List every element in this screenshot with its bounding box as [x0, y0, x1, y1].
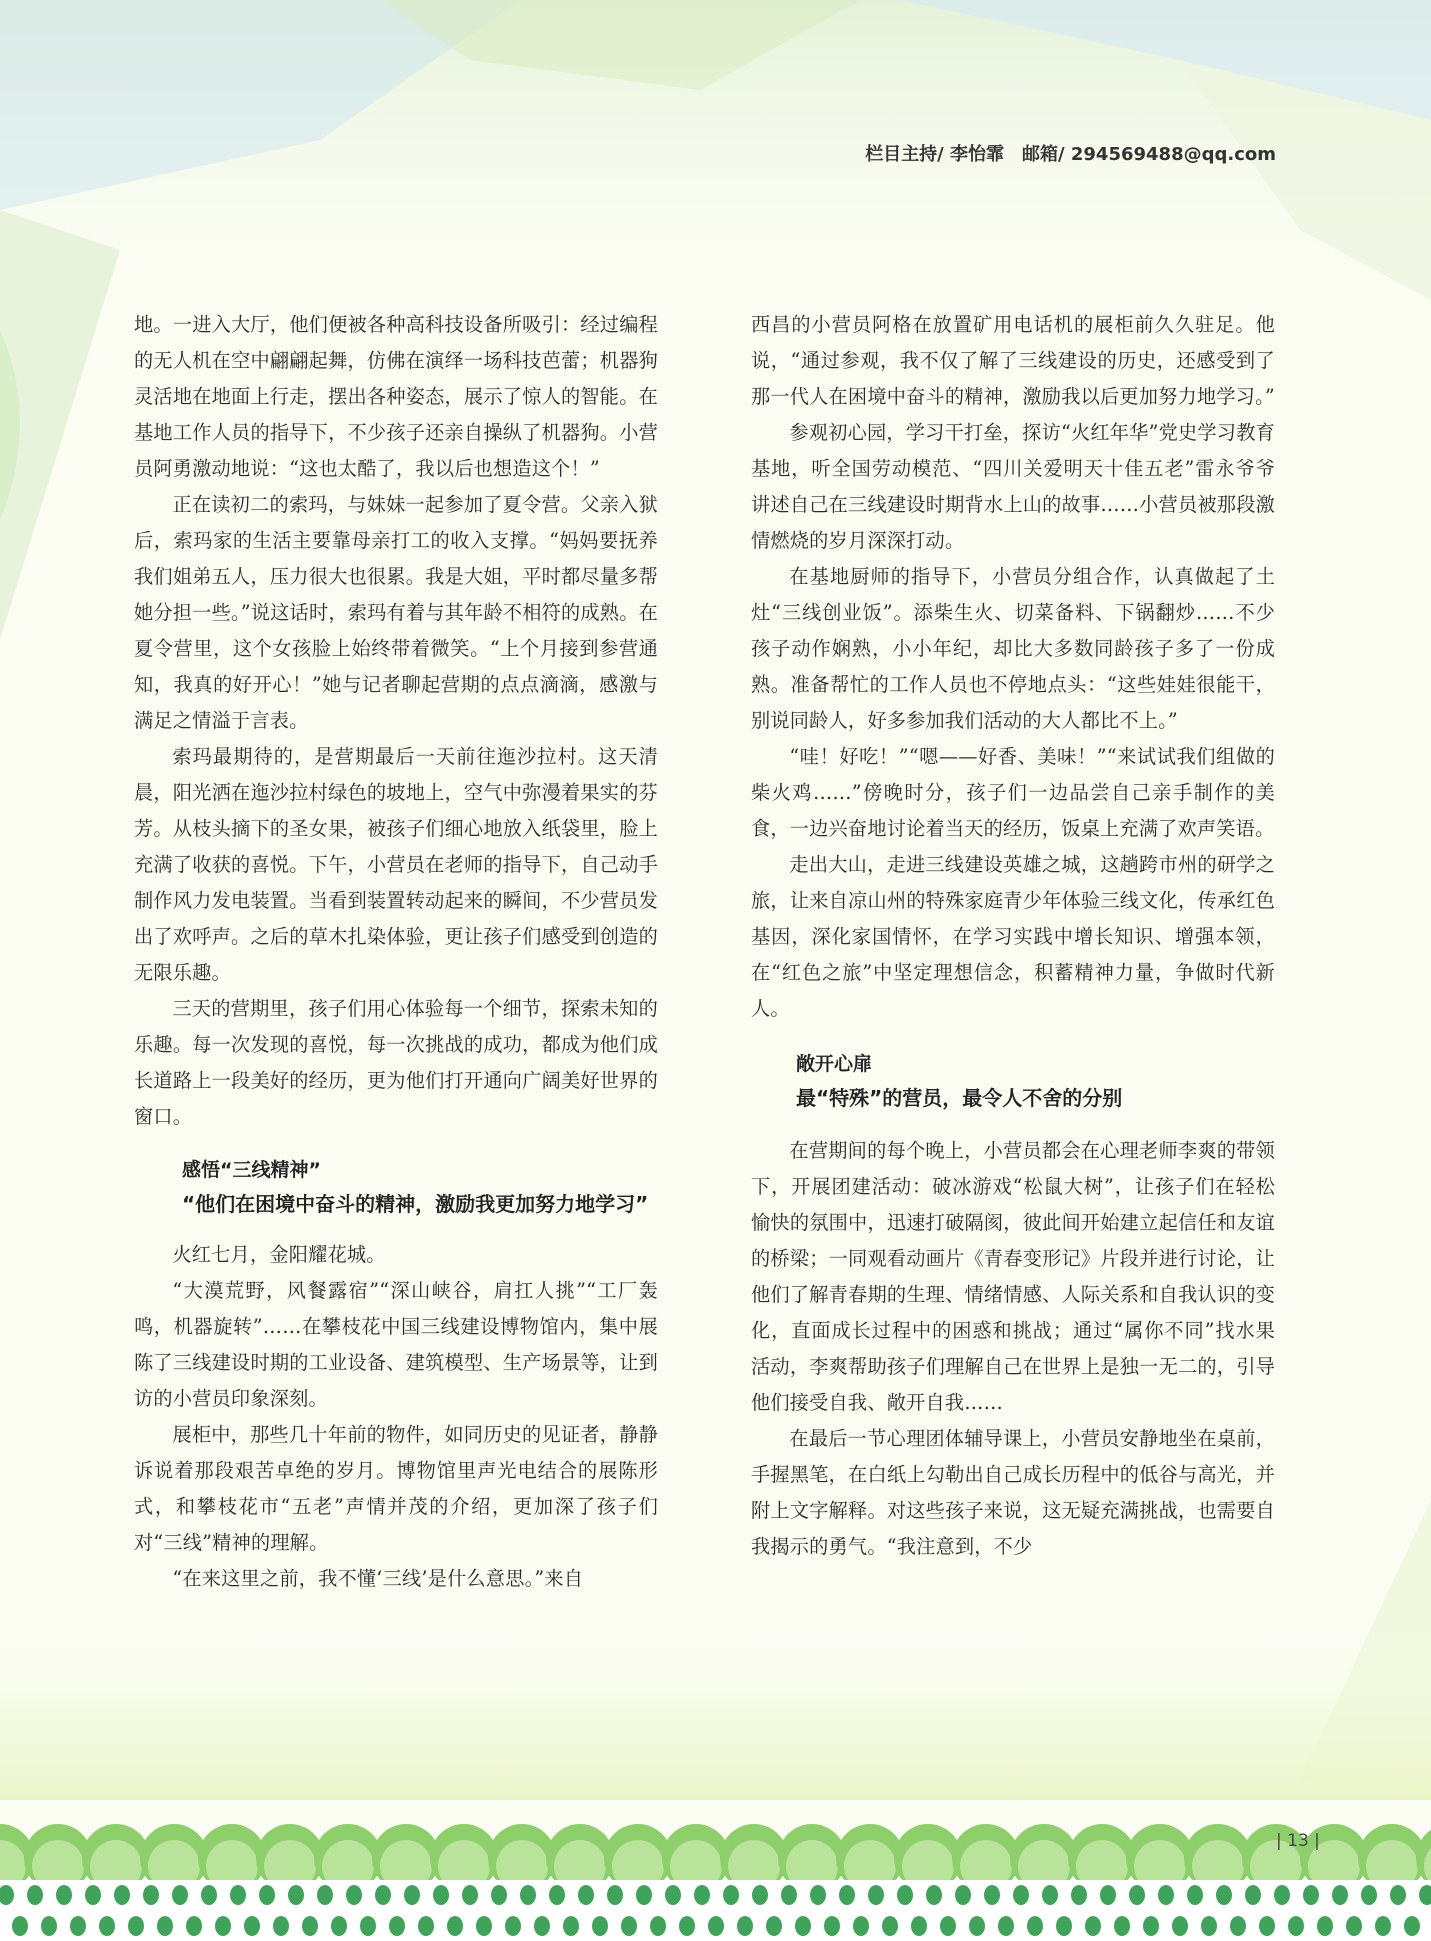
border-dot: [578, 1885, 594, 1905]
border-dot: [85, 1885, 101, 1905]
border-dot: [592, 1916, 608, 1936]
border-dot: [447, 1916, 463, 1936]
border-dot: [27, 1885, 43, 1905]
bottom-gradient: [0, 1600, 1431, 1800]
border-dot: [1172, 1916, 1188, 1936]
border-dot: [853, 1916, 869, 1936]
border-dot: [679, 1916, 695, 1936]
left-column: [134, 307, 658, 1597]
border-dot: [1375, 1916, 1391, 1936]
border-dot: [1201, 1916, 1217, 1936]
border-dot: [99, 1916, 115, 1936]
border-dot: [882, 1916, 898, 1936]
border-dot: [143, 1885, 159, 1905]
column-host-credit: 栏目主持/ 李怡霏 邮箱/ 294569488@qq.com: [865, 144, 1276, 165]
border-dot: [317, 1885, 333, 1905]
border-dot: [1143, 1916, 1159, 1936]
border-dot: [824, 1916, 840, 1936]
border-dot: [708, 1916, 724, 1936]
paragraph: 正在读初二的索玛，与妹妹一起参加了夏令营。父亲入狱后，索玛家的生活主要靠母亲打工的收入支撑。“妈妈要抚养我们姐弟五人，压力很大也很累。我是大姐，平时都尽量多帮她分担一些。”说这话时，索玛有着与其年龄不相符的成熟。在夏令营里，这个女孩脸上始终带着微笑。“上个月接到参营通知，我真的好开心！”她与记者聊起营期的点点滴滴，感激与满足之情溢于言表。: [134, 493, 658, 732]
border-dot: [215, 1916, 231, 1936]
paragraph: 走出大山，走进三线建设英雄之城，这趟跨市州的研学之旅，让来自凉山州的特殊家庭青少年体验三线文化，传承红色基因，深化家国情怀，在学习实践中增长知识、增强本领，在“红色之旅”中坚定理想信念，积蓄精神力量，争做时代新人。: [751, 853, 1275, 1020]
border-dot: [1085, 1916, 1101, 1936]
border-dot: [230, 1885, 246, 1905]
section-heading: [751, 1047, 1275, 1115]
border-dot: [56, 1885, 72, 1905]
border-dot: [1230, 1916, 1246, 1936]
border-dot: [520, 1885, 536, 1905]
border-dot: [1187, 1885, 1203, 1905]
border-dot: [1158, 1885, 1174, 1905]
border-dot: [418, 1916, 434, 1936]
border-dot: [128, 1916, 144, 1936]
section-subtitle: 最“特殊”的营员，最令人不舍的分别: [796, 1086, 1123, 1110]
border-dot: [868, 1885, 884, 1905]
border-dot: [897, 1885, 913, 1905]
paragraph: 在营期间的每个晚上，小营员都会在心理老师李爽的带领下，开展团建活动：破冰游戏“松鼠大树”，让孩子们在轻松愉快的氛围中，迅速打破隔阂，彼此间开始建立起信任和友谊的桥梁；一同观看动画片《青春变形记》片段并进行讨论，让他们了解青春期的生理、情绪情感、人际关系和自我认识的变化，直面成长过程中的困惑和挑战；通过“属你不同”找水果活动，李爽帮助孩子们理解自己在世界上是独一无二的，引导他们接受自我、敞开自我……: [751, 1139, 1275, 1414]
border-dot: [781, 1885, 797, 1905]
border-dot: [244, 1916, 260, 1936]
border-dot: [1332, 1885, 1348, 1905]
border-dot: [1013, 1885, 1029, 1905]
border-dot: [491, 1885, 507, 1905]
border-dot: [911, 1916, 927, 1936]
border-dot: [1274, 1885, 1290, 1905]
border-dot: [1390, 1885, 1406, 1905]
border-dot: [621, 1916, 637, 1936]
border-dot: [737, 1916, 753, 1936]
border-dot: [940, 1916, 956, 1936]
border-dot: [795, 1916, 811, 1936]
border-dot: [41, 1916, 57, 1936]
paragraph: 三天的营期里，孩子们用心体验每一个细节，探索未知的乐趣。每一次发现的喜悦，每一次挑战的成功，都成为他们成长道路上一段美好的经历，更为他们打开通向广阔美好世界的窗口。: [134, 997, 658, 1128]
border-dot: [114, 1885, 130, 1905]
border-dot: [433, 1885, 449, 1905]
border-dot: [259, 1885, 275, 1905]
border-dot: [360, 1916, 376, 1936]
border-dot: [752, 1885, 768, 1905]
paragraph: “哇！好吃！”“嗯——好香、美味！”“来试试我们组做的柴火鸡……”傍晚时分，孩子们一边品尝自己亲手制作的美食，一边兴奋地讨论着当天的经历，饭桌上充满了欢声笑语。: [751, 745, 1275, 840]
paragraph: “大漠荒野，风餐露宿”“深山峡谷，肩扛人挑”“工厂轰鸣，机器旋转”……在攀枝花中国三线建设博物馆内，集中展陈了三线建设时期的工业设备、建筑模型、生产场景等，让到访的小营员印象深刻。: [134, 1279, 658, 1410]
border-dot: [665, 1885, 681, 1905]
border-dot: [969, 1916, 985, 1936]
border-dot: [984, 1885, 1000, 1905]
border-dot: [1245, 1885, 1261, 1905]
border-dot: [1404, 1916, 1420, 1936]
border-dot: [839, 1885, 855, 1905]
border-dot: [375, 1885, 391, 1905]
border-dot: [389, 1916, 405, 1936]
border-dot: [1129, 1885, 1145, 1905]
border-dot: [1303, 1885, 1319, 1905]
border-dot: [1071, 1885, 1087, 1905]
border-dot: [1100, 1885, 1116, 1905]
border-dot: [70, 1916, 86, 1936]
border-dot: [766, 1916, 782, 1936]
border-dot: [1027, 1916, 1043, 1936]
border-dot: [563, 1916, 579, 1936]
border-dot: [1361, 1885, 1377, 1905]
paragraph: 展柜中，那些几十年前的物件，如同历史的见证者，静静诉说着那段艰苦卓绝的岁月。博物馆里声光电结合的展陈形式，和攀枝花市“五老”声情并茂的介绍，更加深了孩子们对“三线”精神的理解。: [134, 1423, 658, 1554]
border-dot: [462, 1885, 478, 1905]
border-dot: [1317, 1916, 1333, 1936]
border-dot: [955, 1885, 971, 1905]
paragraph: 参观初心园，学习干打垒，探访“火红年华”党史学习教育基地，听全国劳动模范、“四川关爱明天十佳五老”雷永爷爷讲述自己在三线建设时期背水上山的故事……小营员被那段激情燃烧的岁月深深打动。: [751, 421, 1275, 552]
border-dot: [926, 1885, 942, 1905]
paragraph: 地。一进入大厅，他们便被各种高科技设备所吸引：经过编程的无人机在空中翩翩起舞，仿佛在演绎一场科技芭蕾；机器狗灵活地在地面上行走，摆出各种姿态，展示了惊人的智能。在基地工作人员的指导下，不少孩子还亲自操纵了机器狗。小营员阿勇激动地说：“这也太酷了，我以后也想造这个！”: [134, 313, 658, 480]
border-dot: [998, 1916, 1014, 1936]
paragraph: 索玛最期待的，是营期最后一天前往迤沙拉村。这天清晨，阳光洒在迤沙拉村绿色的坡地上，空气中弥漫着果实的芬芳。从枝头摘下的圣女果，被孩子们细心地放入纸袋里，脸上充满了收获的喜悦。下午，小营员在老师的指导下，自己动手制作风力发电装置。当看到装置转动起来的瞬间，不少营员发出了欢呼声。之后的草木扎染体验，更让孩子们感受到创造的无限乐趣。: [134, 745, 658, 984]
section-subtitle: “他们在困境中奋斗的精神，激励我更加努力地学习”: [182, 1192, 649, 1216]
section-title: 感悟“三线精神”: [182, 1159, 321, 1181]
border-dot: [404, 1885, 420, 1905]
border-dot: [346, 1885, 362, 1905]
border-dot: [1056, 1916, 1072, 1936]
border-dot: [201, 1885, 217, 1905]
border-dot: [1114, 1916, 1130, 1936]
border-dot: [1288, 1916, 1304, 1936]
border-dot: [172, 1885, 188, 1905]
border-dot: [157, 1916, 173, 1936]
border-dot: [273, 1916, 289, 1936]
border-dot: [723, 1885, 739, 1905]
paragraph: “在来这里之前，我不懂‘三线’是什么意思。”来自: [172, 1567, 584, 1590]
paragraph: 火红七月，金阳耀花城。: [172, 1243, 386, 1266]
paragraph: 在最后一节心理团体辅导课上，小营员安静地坐在桌前，手握黑笔，在白纸上勾勒出自己成长历程中的低谷与高光，并附上文字解释。对这些孩子来说，这无疑充满挑战，也需要自我揭示的勇气。“我注意到，不少: [751, 1427, 1275, 1558]
border-dot: [607, 1885, 623, 1905]
border-dot: [636, 1885, 652, 1905]
border-dot: [694, 1885, 710, 1905]
border-dot: [1216, 1885, 1232, 1905]
border-dot: [1042, 1885, 1058, 1905]
border-dot: [549, 1885, 565, 1905]
right-column: [751, 307, 1275, 1565]
border-dot: [1259, 1916, 1275, 1936]
border-dot: [476, 1916, 492, 1936]
paragraph: 在基地厨师的指导下，小营员分组合作，认真做起了土灶“三线创业饭”。添柴生火、切菜备料、下锅翻炒……不少孩子动作娴熟，小小年纪，却比大多数同龄孩子多了一份成熟。准备帮忙的工作人员也不停地点头：“这些娃娃很能干，别说同龄人，好多参加我们活动的大人都比不上。”: [751, 565, 1275, 732]
border-dot: [810, 1885, 826, 1905]
border-dot: [186, 1916, 202, 1936]
page-number: | 13 |: [1276, 1831, 1320, 1851]
border-dot: [1346, 1916, 1362, 1936]
border-dot: [12, 1916, 28, 1936]
section-heading: [134, 1153, 658, 1221]
border-dot: [534, 1916, 550, 1936]
border-dot: [650, 1916, 666, 1936]
section-title: 敞开心扉: [796, 1053, 873, 1075]
border-dot: [331, 1916, 347, 1936]
border-dot: [505, 1916, 521, 1936]
paragraph: 西昌的小营员阿格在放置矿用电话机的展柜前久久驻足。他说，“通过参观，我不仅了解了三线建设的历史，还感受到了那一代人在困境中奋斗的精神，激励我以后更加努力地学习。”: [751, 313, 1275, 408]
border-dot: [302, 1916, 318, 1936]
border-dot: [288, 1885, 304, 1905]
